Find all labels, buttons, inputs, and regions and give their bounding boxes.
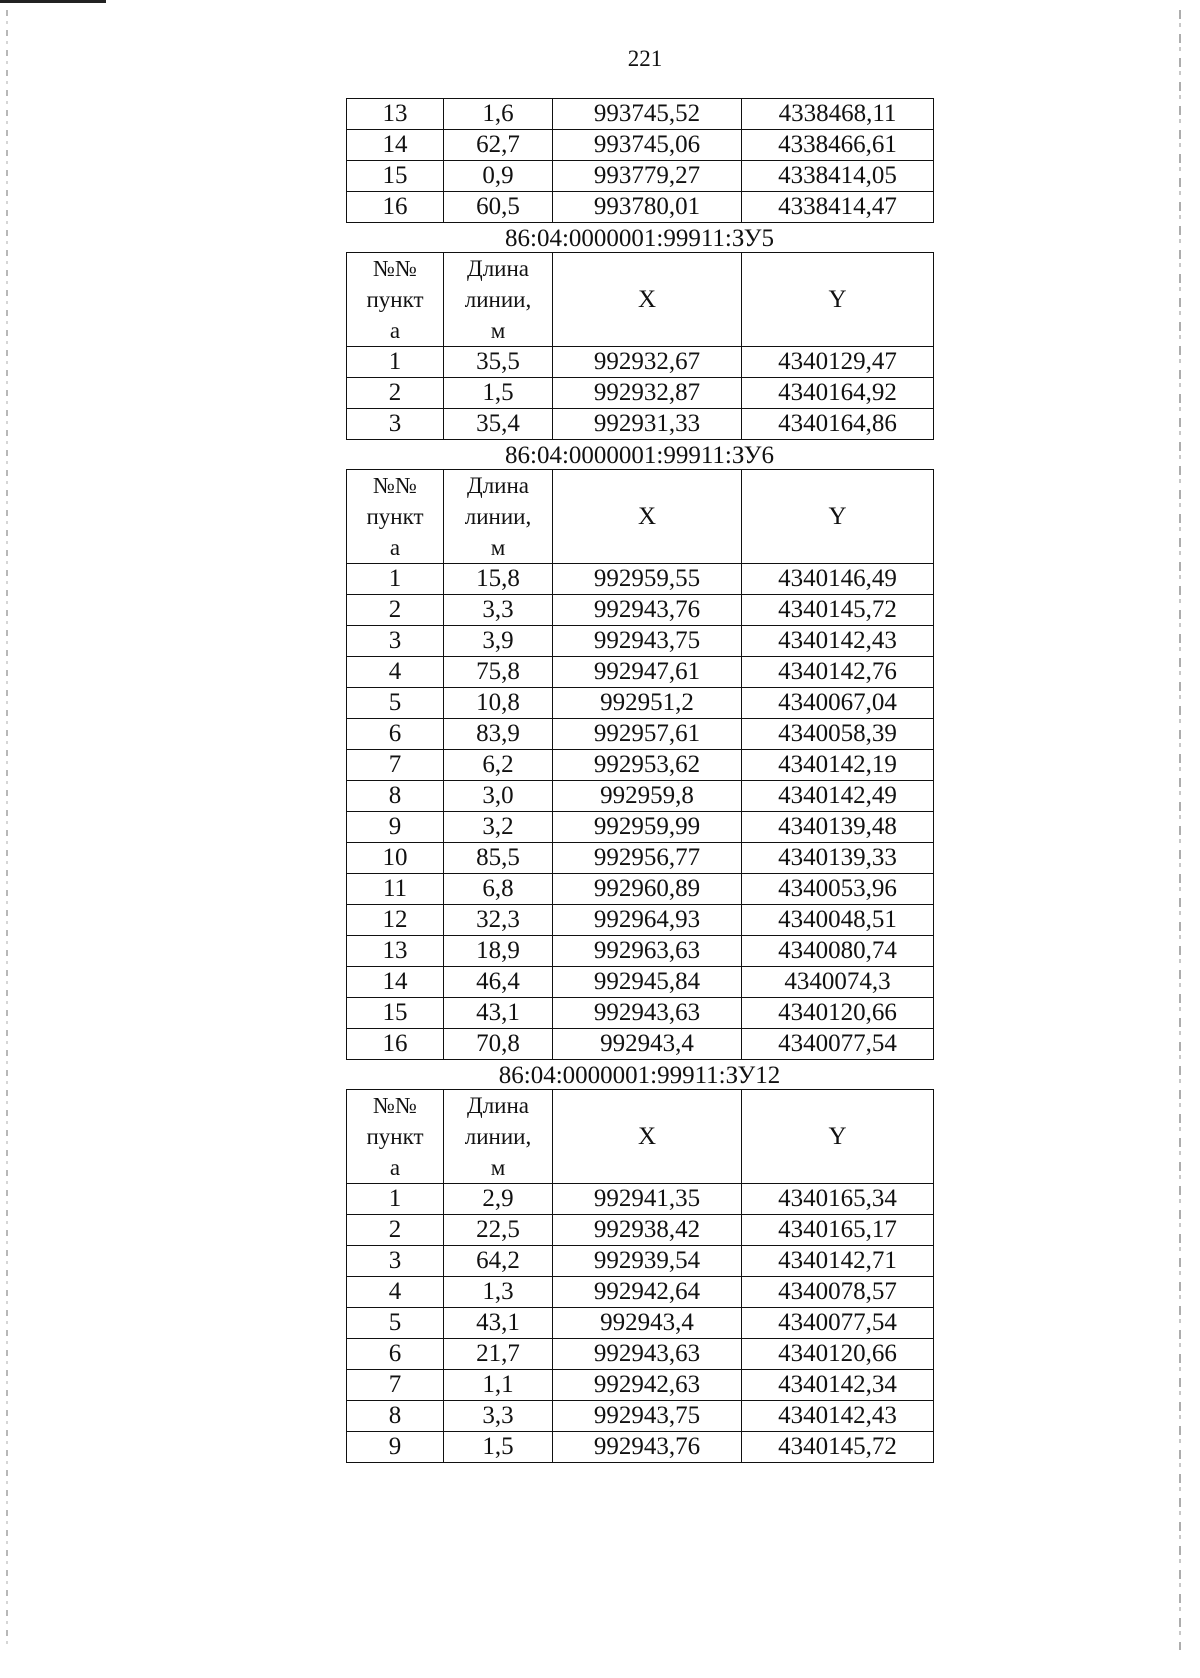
table-row — [347, 1432, 934, 1463]
header-text-line: №№ — [373, 256, 417, 281]
x-coordinate-cell: 993780,01 — [553, 192, 742, 223]
table-header-row — [347, 1090, 934, 1184]
y-coordinate-cell: 4340145,72 — [742, 595, 934, 626]
table-row — [347, 1370, 934, 1401]
coordinates-table-continued — [346, 98, 934, 223]
y-coordinate-cell: 4338414,47 — [742, 192, 934, 223]
coordinates-table-zu6 — [346, 469, 934, 1060]
x-coordinate-cell: 992943,63 — [553, 998, 742, 1029]
line-length-cell: 21,7 — [444, 1339, 553, 1370]
point-number-cell: 16 — [347, 1029, 444, 1060]
y-coordinate-cell: 4340080,74 — [742, 936, 934, 967]
point-number-cell: 11 — [347, 874, 444, 905]
x-coordinate-cell: 992959,8 — [553, 781, 742, 812]
scan-edge-right — [1179, 10, 1181, 1650]
point-number-cell: 8 — [347, 1401, 444, 1432]
point-number-cell: 1 — [347, 347, 444, 378]
table-row — [347, 1029, 934, 1060]
header-x: X — [553, 253, 742, 347]
page-number: 221 — [627, 46, 663, 71]
y-coordinate-cell: 4340077,54 — [742, 1029, 934, 1060]
line-length-cell: 1,3 — [444, 1277, 553, 1308]
table-row — [347, 998, 934, 1029]
y-coordinate-cell: 4340048,51 — [742, 905, 934, 936]
header-x: X — [553, 1090, 742, 1184]
y-coordinate-cell: 4340142,71 — [742, 1246, 934, 1277]
header-point-number — [347, 1090, 444, 1184]
x-coordinate-cell: 992943,76 — [553, 595, 742, 626]
header-y: Y — [742, 253, 934, 347]
table-row — [347, 161, 934, 192]
top-rule — [0, 0, 106, 3]
table-row — [347, 812, 934, 843]
table-row — [347, 1215, 934, 1246]
line-length-cell: 1,1 — [444, 1370, 553, 1401]
point-number-cell: 2 — [347, 378, 444, 409]
point-number-cell: 3 — [347, 626, 444, 657]
line-length-cell: 85,5 — [444, 843, 553, 874]
header-y: Y — [742, 470, 934, 564]
table-row — [347, 595, 934, 626]
y-coordinate-cell: 4340058,39 — [742, 719, 934, 750]
point-number-cell: 7 — [347, 750, 444, 781]
header-text-line: а — [389, 1155, 401, 1180]
y-coordinate-cell: 4338466,61 — [742, 130, 934, 161]
line-length-cell: 3,3 — [444, 595, 553, 626]
header-text-line: м — [490, 535, 506, 560]
point-number-cell: 10 — [347, 843, 444, 874]
line-length-cell: 35,4 — [444, 409, 553, 440]
line-length-cell: 1,5 — [444, 1432, 553, 1463]
y-coordinate-cell: 4338468,11 — [742, 99, 934, 130]
line-length-cell: 83,9 — [444, 719, 553, 750]
table-header-row — [347, 470, 934, 564]
x-coordinate-cell: 992947,61 — [553, 657, 742, 688]
header-text-line: пункт — [366, 1124, 424, 1149]
x-coordinate-cell: 992943,4 — [553, 1029, 742, 1060]
point-number-cell: 2 — [347, 1215, 444, 1246]
line-length-cell: 6,2 — [444, 750, 553, 781]
y-coordinate-cell: 4340142,43 — [742, 626, 934, 657]
table-row — [347, 99, 934, 130]
table-row — [347, 378, 934, 409]
y-coordinate-cell: 4340165,34 — [742, 1184, 934, 1215]
header-text-line: Длина — [467, 256, 529, 281]
y-coordinate-cell: 4340145,72 — [742, 1432, 934, 1463]
x-coordinate-cell: 992942,64 — [553, 1277, 742, 1308]
header-line-length — [444, 470, 553, 564]
table-row — [347, 1339, 934, 1370]
point-number-cell: 5 — [347, 688, 444, 719]
point-number-cell: 1 — [347, 1184, 444, 1215]
x-coordinate-cell: 992943,4 — [553, 1308, 742, 1339]
x-coordinate-cell: 992960,89 — [553, 874, 742, 905]
header-line-length — [444, 1090, 553, 1184]
line-length-cell: 3,0 — [444, 781, 553, 812]
y-coordinate-cell: 4340120,66 — [742, 1339, 934, 1370]
line-length-cell: 3,2 — [444, 812, 553, 843]
y-coordinate-cell: 4340139,33 — [742, 843, 934, 874]
line-length-cell: 10,8 — [444, 688, 553, 719]
x-coordinate-cell: 992943,75 — [553, 626, 742, 657]
x-coordinate-cell: 992953,62 — [553, 750, 742, 781]
table-row — [347, 1401, 934, 1432]
x-coordinate-cell: 992943,63 — [553, 1339, 742, 1370]
header-text-line: м — [490, 318, 506, 343]
point-number-cell: 14 — [347, 130, 444, 161]
point-number-cell: 5 — [347, 1308, 444, 1339]
x-coordinate-cell: 992957,61 — [553, 719, 742, 750]
y-coordinate-cell: 4340165,17 — [742, 1215, 934, 1246]
line-length-cell: 60,5 — [444, 192, 553, 223]
line-length-cell: 43,1 — [444, 998, 553, 1029]
y-coordinate-cell: 4340077,54 — [742, 1308, 934, 1339]
header-text-line: линии, — [464, 1124, 532, 1149]
table-row — [347, 936, 934, 967]
line-length-cell: 32,3 — [444, 905, 553, 936]
y-coordinate-cell: 4340129,47 — [742, 347, 934, 378]
point-number-cell: 13 — [347, 936, 444, 967]
table-row — [347, 657, 934, 688]
x-coordinate-cell: 992939,54 — [553, 1246, 742, 1277]
document-content — [346, 98, 933, 1463]
point-number-cell: 9 — [347, 1432, 444, 1463]
x-coordinate-cell: 992943,75 — [553, 1401, 742, 1432]
x-coordinate-cell: 992941,35 — [553, 1184, 742, 1215]
point-number-cell: 3 — [347, 409, 444, 440]
table-row — [347, 781, 934, 812]
section-title-zu5: 86:04:0000001:99911:ЗУ5 — [505, 225, 774, 252]
y-coordinate-cell: 4340142,76 — [742, 657, 934, 688]
y-coordinate-cell: 4340053,96 — [742, 874, 934, 905]
y-coordinate-cell: 4340074,3 — [742, 967, 934, 998]
y-coordinate-cell: 4340142,19 — [742, 750, 934, 781]
table-row — [347, 1308, 934, 1339]
header-text-line: а — [389, 318, 401, 343]
table-row — [347, 967, 934, 998]
point-number-cell: 6 — [347, 719, 444, 750]
table-row — [347, 1184, 934, 1215]
y-coordinate-cell: 4340078,57 — [742, 1277, 934, 1308]
y-coordinate-cell: 4340139,48 — [742, 812, 934, 843]
header-text-line: пункт — [366, 287, 424, 312]
point-number-cell: 14 — [347, 967, 444, 998]
x-coordinate-cell: 992964,93 — [553, 905, 742, 936]
line-length-cell: 64,2 — [444, 1246, 553, 1277]
y-coordinate-cell: 4340142,43 — [742, 1401, 934, 1432]
section-title-zu12: 86:04:0000001:99911:ЗУ12 — [498, 1062, 781, 1089]
y-coordinate-cell: 4340120,66 — [742, 998, 934, 1029]
line-length-cell: 0,9 — [444, 161, 553, 192]
header-text-line: линии, — [464, 287, 532, 312]
table-row — [347, 1277, 934, 1308]
point-number-cell: 13 — [347, 99, 444, 130]
y-coordinate-cell: 4340146,49 — [742, 564, 934, 595]
coordinates-table-zu5 — [346, 252, 934, 440]
line-length-cell: 1,6 — [444, 99, 553, 130]
header-text-line: Длина — [467, 1093, 529, 1118]
x-coordinate-cell: 993779,27 — [553, 161, 742, 192]
line-length-cell: 15,8 — [444, 564, 553, 595]
x-coordinate-cell: 992963,63 — [553, 936, 742, 967]
x-coordinate-cell: 992945,84 — [553, 967, 742, 998]
x-coordinate-cell: 992959,55 — [553, 564, 742, 595]
line-length-cell: 35,5 — [444, 347, 553, 378]
table-row — [347, 750, 934, 781]
y-coordinate-cell: 4338414,05 — [742, 161, 934, 192]
header-text-line: линии, — [464, 504, 532, 529]
x-coordinate-cell: 992956,77 — [553, 843, 742, 874]
table-body — [347, 253, 934, 440]
point-number-cell: 3 — [347, 1246, 444, 1277]
x-coordinate-cell: 992931,33 — [553, 409, 742, 440]
x-coordinate-cell: 992938,42 — [553, 1215, 742, 1246]
section-title-zu6: 86:04:0000001:99911:ЗУ6 — [505, 442, 774, 469]
table-body — [347, 1090, 934, 1463]
line-length-cell: 3,9 — [444, 626, 553, 657]
table-row — [347, 192, 934, 223]
line-length-cell: 75,8 — [444, 657, 553, 688]
x-coordinate-cell: 992951,2 — [553, 688, 742, 719]
table-row — [347, 626, 934, 657]
line-length-cell: 6,8 — [444, 874, 553, 905]
table-row — [347, 409, 934, 440]
y-coordinate-cell: 4340142,49 — [742, 781, 934, 812]
line-length-cell: 62,7 — [444, 130, 553, 161]
y-coordinate-cell: 4340164,86 — [742, 409, 934, 440]
table-row — [347, 130, 934, 161]
point-number-cell: 4 — [347, 1277, 444, 1308]
x-coordinate-cell: 992942,63 — [553, 1370, 742, 1401]
table-row — [347, 874, 934, 905]
header-x: X — [553, 470, 742, 564]
header-text-line: пункт — [366, 504, 424, 529]
point-number-cell: 2 — [347, 595, 444, 626]
point-number-cell: 15 — [347, 161, 444, 192]
y-coordinate-cell: 4340067,04 — [742, 688, 934, 719]
header-point-number — [347, 253, 444, 347]
line-length-cell: 18,9 — [444, 936, 553, 967]
table-body — [347, 470, 934, 1060]
point-number-cell: 16 — [347, 192, 444, 223]
point-number-cell: 9 — [347, 812, 444, 843]
header-line-length — [444, 253, 553, 347]
table-header-row — [347, 253, 934, 347]
header-y: Y — [742, 1090, 934, 1184]
header-text-line: Длина — [467, 473, 529, 498]
line-length-cell: 70,8 — [444, 1029, 553, 1060]
point-number-cell: 4 — [347, 657, 444, 688]
x-coordinate-cell: 992932,87 — [553, 378, 742, 409]
point-number-cell: 6 — [347, 1339, 444, 1370]
point-number-cell: 15 — [347, 998, 444, 1029]
point-number-cell: 8 — [347, 781, 444, 812]
header-text-line: м — [490, 1155, 506, 1180]
line-length-cell: 43,1 — [444, 1308, 553, 1339]
point-number-cell: 12 — [347, 905, 444, 936]
line-length-cell: 22,5 — [444, 1215, 553, 1246]
scan-edge-left — [6, 10, 8, 1650]
x-coordinate-cell: 992943,76 — [553, 1432, 742, 1463]
table-row — [347, 843, 934, 874]
header-text-line: №№ — [373, 473, 417, 498]
header-point-number — [347, 470, 444, 564]
line-length-cell: 2,9 — [444, 1184, 553, 1215]
header-text-line: №№ — [373, 1093, 417, 1118]
table-row — [347, 719, 934, 750]
x-coordinate-cell: 993745,06 — [553, 130, 742, 161]
table-row — [347, 347, 934, 378]
y-coordinate-cell: 4340164,92 — [742, 378, 934, 409]
coordinates-table-zu12 — [346, 1089, 934, 1463]
line-length-cell: 46,4 — [444, 967, 553, 998]
x-coordinate-cell: 992932,67 — [553, 347, 742, 378]
y-coordinate-cell: 4340142,34 — [742, 1370, 934, 1401]
table-body — [347, 99, 934, 223]
table-row — [347, 905, 934, 936]
point-number-cell: 1 — [347, 564, 444, 595]
line-length-cell: 3,3 — [444, 1401, 553, 1432]
point-number-cell: 7 — [347, 1370, 444, 1401]
x-coordinate-cell: 992959,99 — [553, 812, 742, 843]
table-row — [347, 564, 934, 595]
header-text-line: а — [389, 535, 401, 560]
line-length-cell: 1,5 — [444, 378, 553, 409]
x-coordinate-cell: 993745,52 — [553, 99, 742, 130]
table-row — [347, 688, 934, 719]
table-row — [347, 1246, 934, 1277]
